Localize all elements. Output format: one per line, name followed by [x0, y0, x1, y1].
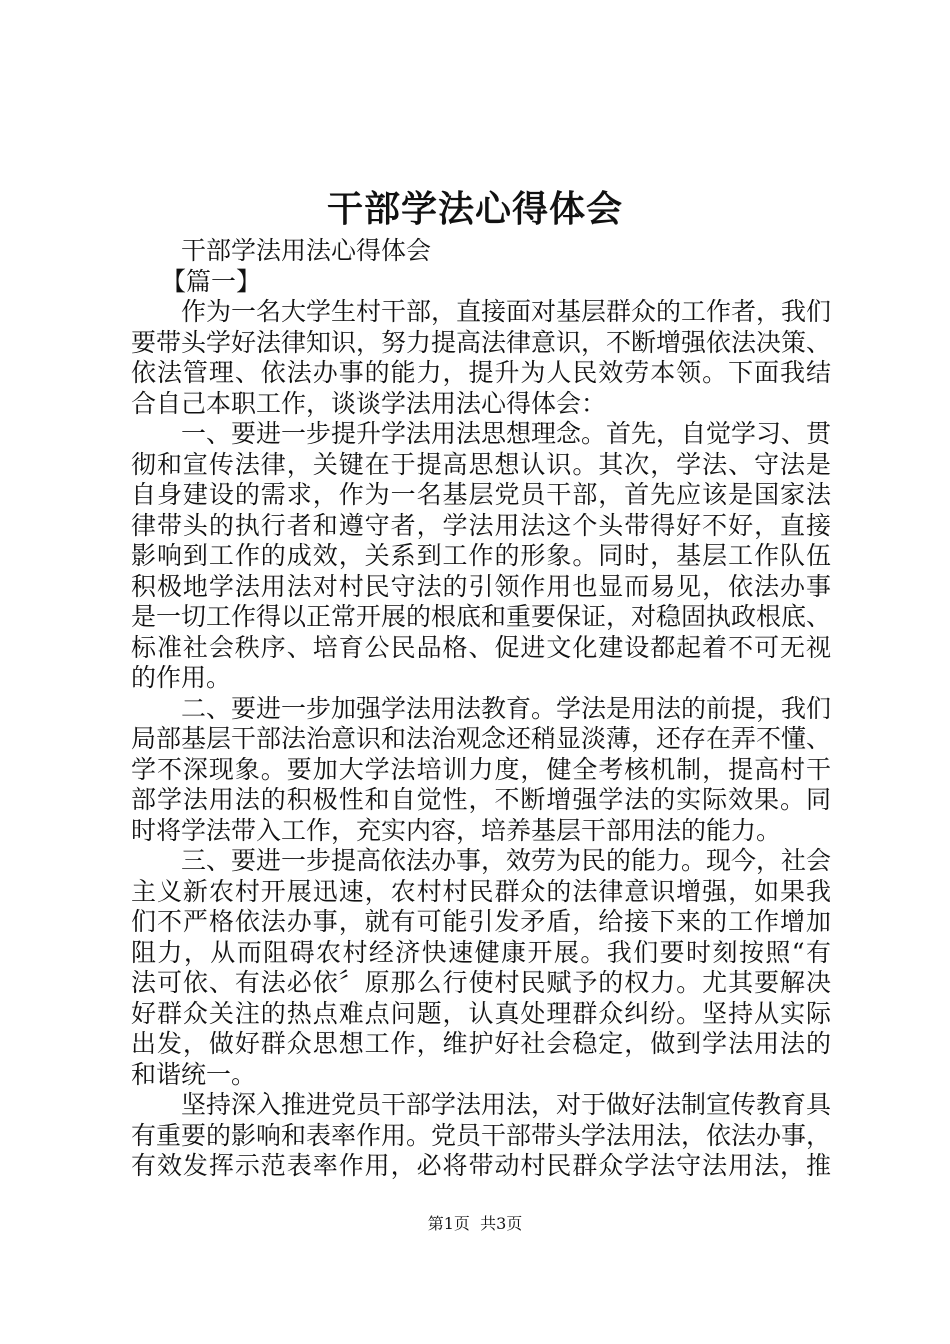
- paragraph-line: 一、要进一步提升学法用法思想理念。首先，自觉学习、贯: [181, 419, 832, 448]
- paragraph-line: 们不严格依法办事，就有可能引发矛盾，给接下来的工作增加: [131, 907, 831, 936]
- paragraph-conclusion: [131, 1090, 831, 1182]
- document-subtitle: 干部学法用法心得体会: [181, 236, 432, 265]
- paragraph-line: 好群众关注的热点难点问题，认真处理群众纠纷。坚持从实际: [131, 998, 831, 1028]
- section-marker: 【篇一】: [161, 266, 262, 296]
- paragraph-line: 学不深现象。要加大学法培训力度，健全考核机制，提高村干: [131, 754, 831, 784]
- paragraph-line: 部学法用法的积极性和自觉性，不断增强学法的实际效果。同: [131, 785, 831, 814]
- paragraph-line: 作为一名大学生村干部，直接面对基层群众的工作者，我们: [181, 297, 832, 326]
- paragraph-line: 三、要进一步提高依法办事，效劳为民的能力。现今，社会: [181, 846, 832, 875]
- paragraph-line: 要带头学好法律知识，努力提高法律意识，不断增强依法决策、: [131, 327, 832, 357]
- paragraph-line: 彻和宣传法律，关键在于提高思想认识。其次，学法、守法是: [131, 449, 831, 479]
- paragraph-line: 律带头的执行者和遵守者，学法用法这个头带得好不好，直接: [131, 510, 831, 540]
- paragraph-line: 影响到工作的成效，关系到工作的形象。同时，基层工作队伍: [131, 541, 831, 570]
- paragraph-point-one: [131, 419, 831, 694]
- paragraph-line: 法可依、有法必依〞原那么行使村民赋予的权力。尤其要解决: [131, 968, 831, 997]
- paragraph-line: 标准社会秩序、培育公民品格、促进文化建设都起着不可无视: [131, 632, 831, 662]
- paragraph-line: 二、要进一步加强学法用法教育。学法是用法的前提，我们: [181, 693, 832, 723]
- document-title: 干部学法心得体会: [326, 188, 623, 230]
- paragraph-line: 是一切工作得以正常开展的根底和重要保证，对稳固执政根底、: [131, 602, 832, 631]
- document-body: [131, 236, 831, 1182]
- paragraph-line: 和谐统一。: [131, 1059, 257, 1089]
- paragraph-line: 合自己本职工作，谈谈学法用法心得体会：: [131, 388, 607, 418]
- paragraph-intro: [131, 297, 831, 419]
- paragraph-line: 自身建设的需求，作为一名基层党员干部，首先应该是国家法: [131, 480, 831, 509]
- paragraph-line: 局部基层干部法治意识和法治观念还稍显淡薄，还存在弄不懂、: [131, 724, 832, 753]
- paragraph-line: 坚持深入推进党员干部学法用法，对于做好法制宣传教育具: [181, 1090, 832, 1119]
- paragraph-line: 主义新农村开展迅速，农村村民群众的法律意识增强，如果我: [131, 876, 831, 906]
- paragraph-line: 的作用。: [131, 663, 232, 692]
- paragraph-line: 有效发挥示范表率作用，必将带动村民群众学法守法用法，推: [131, 1151, 831, 1180]
- paragraph-line: 出发，做好群众思想工作，维护好社会稳定，做到学法用法的: [131, 1029, 831, 1058]
- page-footer-page-number: 第1页 共3页: [427, 1214, 523, 1233]
- paragraph-line: 积极地学法用法对村民守法的引领作用也显而易见，依法办事: [131, 571, 831, 601]
- paragraph-point-three: [131, 846, 831, 1090]
- paragraph-line: 依法管理、依法办事的能力，提升为人民效劳本领。下面我结: [131, 358, 831, 387]
- paragraph-line: 时将学法带入工作，充实内容，培养基层干部用法的能力。: [131, 815, 782, 845]
- paragraph-line: 阻力，从而阻碍农村经济快速健康开展。我们要时刻按照“有: [131, 937, 831, 967]
- paragraph-line: 有重要的影响和表率作用。党员干部带头学法用法，依法办事，: [131, 1120, 832, 1150]
- paragraph-point-two: [131, 694, 831, 847]
